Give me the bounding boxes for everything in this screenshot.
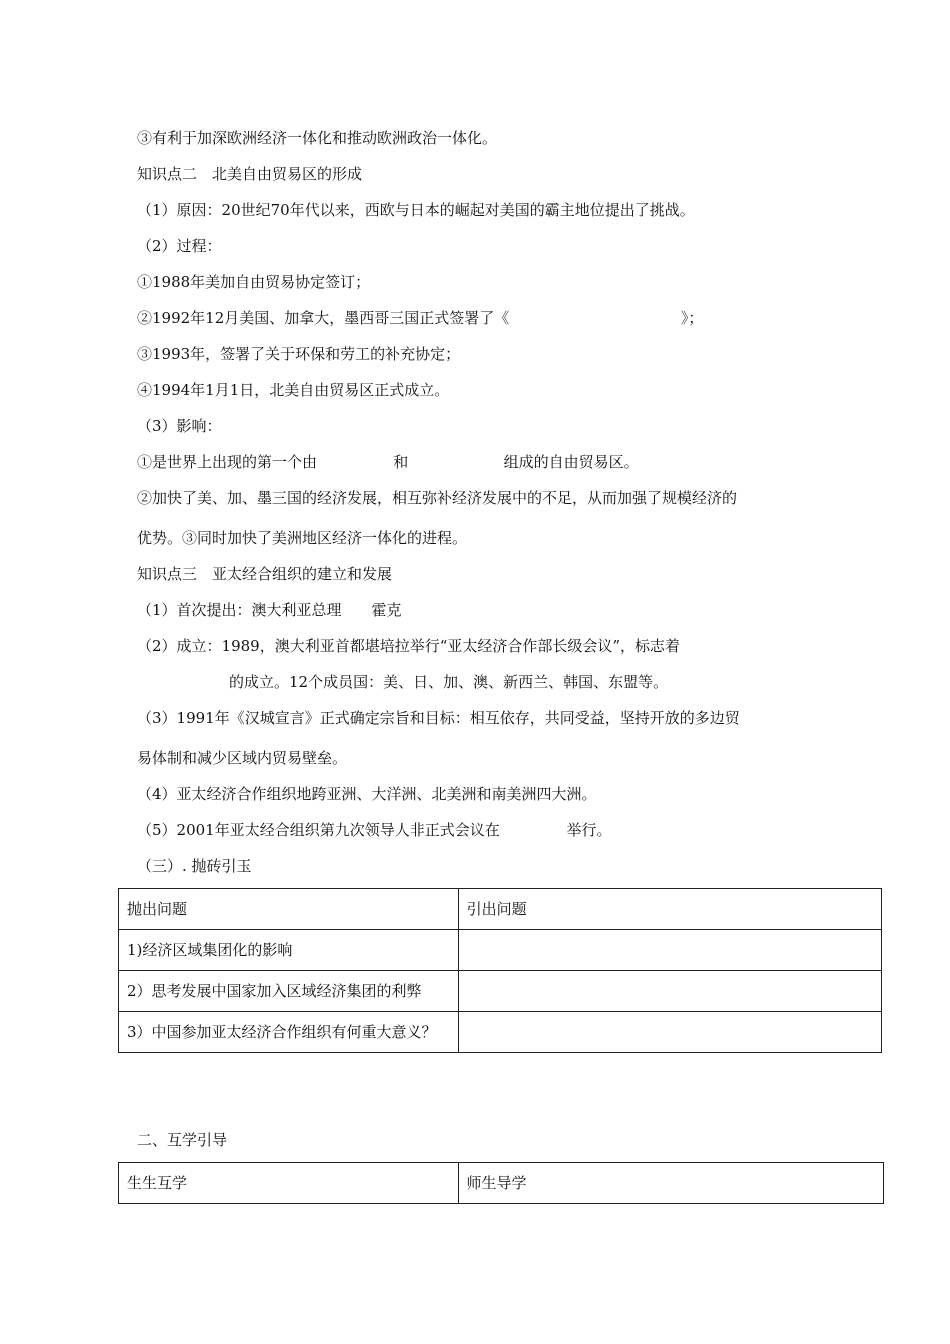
text-line: ④1994年1月1日，北美自由贸易区正式成立。 bbox=[137, 381, 450, 399]
text-line: 优势。③同时加快了美洲地区经济一体化的进程。 bbox=[137, 529, 468, 547]
text-line: （3）1991年《汉城宣言》正式确定宗旨和目标：相互依存，共同受益，坚持开放的多边贸 bbox=[137, 709, 740, 727]
section-heading: （三）. 抛砖引玉 bbox=[137, 857, 252, 875]
table-header-row bbox=[119, 889, 882, 930]
section-heading: 二、互学引导 bbox=[137, 1131, 228, 1149]
text-line: （2）成立：1989，澳大利亚首都堪培拉举行“亚太经济合作部长级会议”，标志着 bbox=[137, 637, 681, 655]
text-line: 的成立。12个成员国：美、日、加、澳、新西兰、韩国、东盟等。 bbox=[229, 673, 669, 691]
table-cell: 1)经济区域集团化的影响 bbox=[119, 930, 459, 971]
table-cell: 2）思考发展中国家加入区域经济集团的利弊 bbox=[119, 971, 459, 1012]
table-header-cell: 抛出问题 bbox=[119, 889, 459, 930]
text-line: 易体制和减少区域内贸易壁垒。 bbox=[137, 749, 348, 767]
text-line: （5）2001年亚太经合组织第九次领导人非正式会议在 举行。 bbox=[137, 821, 612, 839]
table-row bbox=[119, 1012, 882, 1053]
table-cell bbox=[458, 1012, 881, 1053]
table-row bbox=[119, 930, 882, 971]
text-line: （4）亚太经济合作组织地跨亚洲、大洋洲、北美洲和南美洲四大洲。 bbox=[137, 785, 597, 803]
text-line: ③有利于加深欧洲经济一体化和推动欧洲政治一体化。 bbox=[137, 129, 498, 147]
table-cell bbox=[458, 930, 881, 971]
text-line: ②加快了美、加、墨三国的经济发展，相互弥补经济发展中的不足，从而加强了规模经济的 bbox=[137, 489, 738, 507]
table-cell: 3）中国参加亚太经济合作组织有何重大意义？ bbox=[119, 1012, 459, 1053]
text-line: （1）原因：20世纪70年代以来，西欧与日本的崛起对美国的霸主地位提出了挑战。 bbox=[137, 201, 695, 219]
text-line: ①是世界上出现的第一个由 和 组成的自由贸易区。 bbox=[137, 453, 639, 471]
section-heading: 知识点三 亚太经合组织的建立和发展 bbox=[137, 565, 393, 583]
question-table bbox=[118, 888, 882, 1053]
text-line: （2）过程： bbox=[137, 237, 222, 255]
table-header-cell: 引出问题 bbox=[458, 889, 881, 930]
text-line: （3）影响： bbox=[137, 417, 222, 435]
text-line: ②1992年12月美国、加拿大，墨西哥三国正式签署了《 》； bbox=[137, 309, 704, 327]
table-header-row bbox=[119, 1163, 884, 1204]
text-line: （1）首次提出：澳大利亚总理 霍克 bbox=[137, 601, 402, 619]
text-line: ③1993年，签署了关于环保和劳工的补充协定； bbox=[137, 345, 461, 363]
section-heading: 知识点二 北美自由贸易区的形成 bbox=[137, 165, 363, 183]
guidance-table bbox=[118, 1162, 884, 1204]
table-header-cell: 生生互学 bbox=[119, 1163, 459, 1204]
table-row bbox=[119, 971, 882, 1012]
table-header-cell: 师生导学 bbox=[458, 1163, 883, 1204]
table-cell bbox=[458, 971, 881, 1012]
text-line: ①1988年美加自由贸易协定签订； bbox=[137, 273, 371, 291]
